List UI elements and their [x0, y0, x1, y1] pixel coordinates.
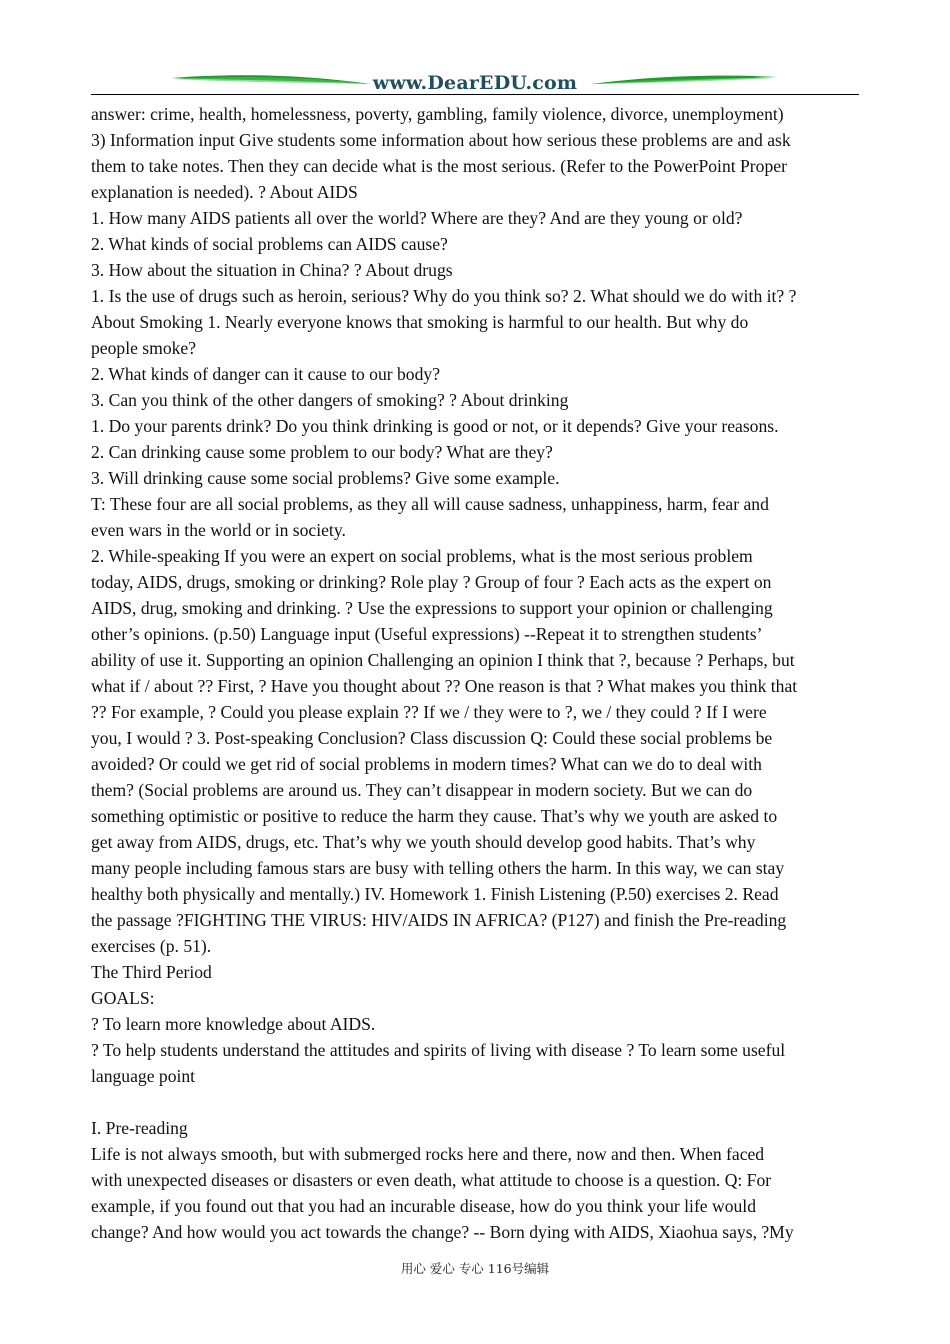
text-line: them? (Social problems are around us. They can’t disappear in modern society. But we can do [91, 780, 753, 800]
text-line: 2. While-speaking If you were an expert on social problems, what is the most serious problem [91, 546, 753, 566]
text-line: example, if you found out that you had an incurable disease, how do you think your life would [91, 1196, 756, 1216]
text-line: GOALS: [91, 988, 155, 1008]
text-line: The Third Period [91, 962, 212, 982]
text-line: 2. What kinds of danger can it cause to our body? [91, 364, 441, 384]
text-line: AIDS, drug, smoking and drinking. ? Use the expressions to support your opinion or challenging [91, 598, 773, 618]
text-line: 1. How many AIDS patients all over the world? Where are they? And are they young or old? [91, 208, 743, 228]
text-line: healthy both physically and mentally.) IV. Homework 1. Finish Listening (P.50) exercises 2. Read [91, 884, 779, 904]
text-line: ?? For example, ? Could you please explain ?? If we / they were to ?, we / they could ? If I were [91, 702, 767, 722]
page-footer: 用心 爱心 专心 116号编辑 [400, 1261, 550, 1276]
text-line: people smoke? [91, 338, 197, 358]
text-line: you, I would ? 3. Post-speaking Conclusion? Class discussion Q: Could these social problems be [91, 728, 773, 748]
text-line: ability of use it. Supporting an opinion Challenging an opinion I think that ?, because ? Perhaps, but [91, 650, 795, 670]
text-line: I. Pre-reading [91, 1118, 188, 1138]
text-line: 3. Can you think of the other dangers of smoking? ? About drinking [91, 390, 569, 410]
text-line: Life is not always smooth, but with submerged rocks here and there, now and then. When faced [91, 1144, 765, 1164]
text-line: 3) Information input Give students some information about how serious these problems are and ask [91, 130, 791, 150]
text-line: get away from AIDS, drugs, etc. That’s why we youth should develop good habits. That’s why [91, 832, 756, 852]
text-line: explanation is needed). ? About AIDS [91, 182, 358, 202]
text-line: language point [91, 1066, 196, 1086]
text-line: ? To help students understand the attitudes and spirits of living with disease ? To learn some useful [91, 1040, 786, 1060]
header-divider [91, 94, 859, 95]
text-line: today, AIDS, drugs, smoking or drinking? Role play ? Group of four ? Each acts as the expert on [91, 572, 772, 592]
text-line [91, 1089, 863, 1115]
document-body [91, 101, 863, 1245]
text-line: what if / about ?? First, ? Have you thought about ?? One reason is that ? What makes you think that [91, 676, 798, 696]
text-line: 1. Is the use of drugs such as heroin, serious? Why do you think so? 2. What should we do with it? ? [91, 286, 797, 306]
site-logo-text: www.DearEDU.com [372, 72, 578, 94]
text-line: 2. Can drinking cause some problem to our body? What are they? [91, 442, 553, 462]
text-line: them to take notes. Then they can decide what is the most serious. (Refer to the PowerPoint Proper [91, 156, 787, 176]
text-line: 3. Will drinking cause some social problems? Give some example. [91, 468, 560, 488]
text-line: avoided? Or could we get rid of social problems in modern times? What can we do to deal with [91, 754, 762, 774]
text-line: the passage ?FIGHTING THE VIRUS: HIV/AIDS IN AFRICA? (P127) and finish the Pre-reading [91, 910, 787, 930]
text-line: even wars in the world or in society. [91, 520, 346, 540]
text-line: something optimistic or positive to reduce the harm they cause. That’s why we youth are asked to [91, 806, 778, 826]
text-line: with unexpected diseases or disasters or even death, what attitude to choose is a question. Q: For [91, 1170, 772, 1190]
text-line: T: These four are all social problems, as they all will cause sadness, unhappiness, harm, fear and [91, 494, 769, 514]
text-line: change? And how would you act towards the change? -- Born dying with AIDS, Xiaohua says, ?My [91, 1222, 794, 1242]
text-line: About Smoking 1. Nearly everyone knows that smoking is harmful to our health. But why do [91, 312, 749, 332]
text-line: 2. What kinds of social problems can AIDS cause? [91, 234, 448, 254]
page-header [91, 70, 859, 100]
text-line: 3. How about the situation in China? ? About drugs [91, 260, 453, 280]
text-line: exercises (p. 51). [91, 936, 212, 956]
text-line: many people including famous stars are busy with telling others the harm. In this way, we can stay [91, 858, 785, 878]
text-line: 1. Do your parents drink? Do you think drinking is good or not, or it depends? Give your reasons. [91, 416, 779, 436]
text-line: other’s opinions. (p.50) Language input (Useful expressions) --Repeat it to strengthen students’ [91, 624, 763, 644]
text-line: ? To learn more knowledge about AIDS. [91, 1014, 376, 1034]
text-line: answer: crime, health, homelessness, poverty, gambling, family violence, divorce, unemployment) [91, 104, 784, 124]
